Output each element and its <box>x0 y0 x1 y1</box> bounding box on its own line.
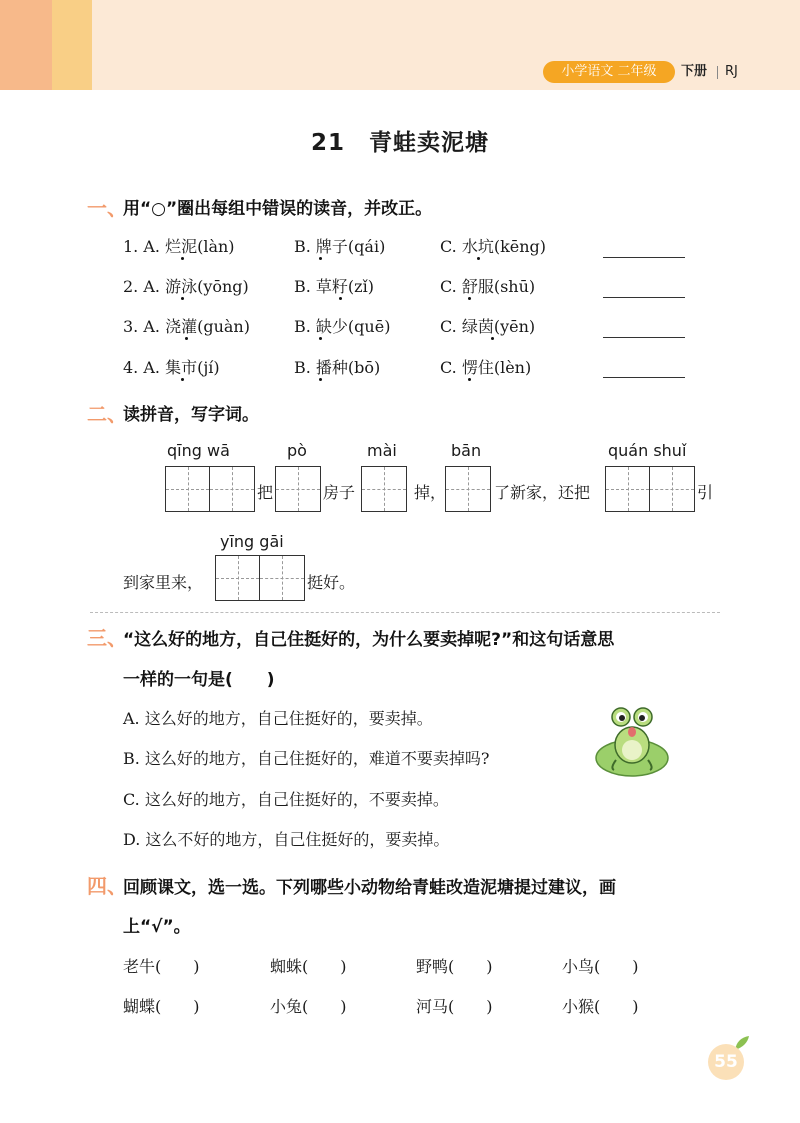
animal-choice[interactable]: 小鸟( ) <box>562 957 639 976</box>
write-box-ban[interactable] <box>445 466 491 512</box>
q1-number: 一、 <box>87 196 127 220</box>
q1-option-b: B. 缺少(quē) <box>294 317 391 336</box>
q1-option-a: 3. A. 浇灌(guàn) <box>123 317 250 336</box>
q1-row-4 <box>123 355 532 378</box>
q1-answer-line-1[interactable] <box>603 257 685 258</box>
q2-prompt: 读拼音，写字词。 <box>123 405 259 425</box>
animal-choice[interactable]: 蝴蝶( ) <box>123 997 200 1016</box>
pinyin-label: bān <box>451 441 482 460</box>
q3-option-b[interactable]: B. 这么好的地方，自己住挺好的，难道不要卖掉吗? <box>123 749 490 768</box>
q1-option-c: C. 水坑(kēng) <box>440 237 547 256</box>
q1-row-2 <box>123 274 536 297</box>
q1-option-b: B. 播种(bō) <box>294 358 381 377</box>
pinyin-label: pò <box>287 441 307 460</box>
sentence-text: 把 <box>257 483 274 502</box>
animal-choice[interactable]: 老牛( ) <box>123 957 200 976</box>
animal-choice[interactable]: 小兔( ) <box>270 997 347 1016</box>
emphasis-dot <box>185 337 188 340</box>
emphasis-dot <box>339 297 342 300</box>
header-divider <box>717 66 718 79</box>
q1-row-3 <box>123 314 536 337</box>
emphasis-dot <box>181 297 184 300</box>
q1-option-b: B. 草籽(zǐ) <box>294 277 374 296</box>
write-box-mai[interactable] <box>361 466 407 512</box>
q1-option-c: C. 舒服(shū) <box>440 277 536 296</box>
q4-prompt-line1: 回顾课文，选一选。下列哪些小动物给青蛙改造泥塘提过建议，画 <box>123 878 616 898</box>
page-title <box>0 124 800 157</box>
pinyin-label: quán shuǐ <box>608 441 687 460</box>
q1-option-c: C. 愣住(lèn) <box>440 358 532 377</box>
book-label: 小学语文 二年级 <box>543 61 675 83</box>
emphasis-dot <box>181 378 184 381</box>
header-stripe-mid <box>52 0 92 90</box>
sentence-text: 房子 <box>323 483 356 502</box>
emphasis-dot <box>319 378 322 381</box>
q3-option-d[interactable]: D. 这么不好的地方，自己住挺好的，要卖掉。 <box>123 830 450 849</box>
write-box-po[interactable] <box>275 466 321 512</box>
q1-option-c: C. 绿茵(yēn) <box>440 317 536 336</box>
emphasis-dot <box>468 378 471 381</box>
q2-number: 二、 <box>87 402 127 426</box>
q1-option-a: 2. A. 游泳(yōng) <box>123 277 249 296</box>
write-box-qingwa[interactable] <box>165 466 255 512</box>
sentence-text: 了新家，还把 <box>494 483 591 502</box>
animal-choice[interactable]: 小猴( ) <box>562 997 639 1016</box>
emphasis-dot <box>477 257 480 260</box>
sentence-text: 到家里来， <box>123 573 204 592</box>
sentence-text: 掉， <box>414 483 447 502</box>
q1-option-a: 4. A. 集市(jí) <box>123 358 220 377</box>
q1-option-a: 1. A. 烂泥(làn) <box>123 237 235 256</box>
q3-prompt-line2: 一样的一句是( ) <box>123 670 275 690</box>
animal-choice[interactable]: 蜘蛛( ) <box>270 957 347 976</box>
write-box-quanshui[interactable] <box>605 466 695 512</box>
book-volume: 下册 <box>681 64 708 79</box>
q3-option-a[interactable]: A. 这么好的地方，自己住挺好的，要卖掉。 <box>123 709 433 728</box>
lesson-number: 21 <box>310 130 345 156</box>
animal-choice[interactable]: 河马( ) <box>416 997 493 1016</box>
emphasis-dot <box>181 257 184 260</box>
q1-answer-line-3[interactable] <box>603 337 685 338</box>
q4-number: 四、 <box>87 874 127 898</box>
q1-option-b: B. 牌子(qái) <box>294 237 386 256</box>
section-divider <box>90 612 720 613</box>
lesson-title: 青蛙卖泥塘 <box>369 130 489 156</box>
header-stripe-left <box>0 0 52 90</box>
emphasis-dot <box>319 257 322 260</box>
header-band <box>0 0 800 90</box>
animal-choice[interactable]: 野鸭( ) <box>416 957 493 976</box>
q3-number: 三、 <box>87 626 127 650</box>
q1-answer-line-4[interactable] <box>603 377 685 378</box>
q1-answer-line-2[interactable] <box>603 297 685 298</box>
pinyin-label: qīng wā <box>167 441 230 460</box>
write-box-yinggai[interactable] <box>215 555 305 601</box>
emphasis-dot <box>468 297 471 300</box>
q1-row-1 <box>123 234 547 257</box>
q1-prompt: 用“○”圈出每组中错误的读音，并改正。 <box>123 199 433 219</box>
pinyin-label: mài <box>367 441 397 460</box>
emphasis-dot <box>491 337 494 340</box>
sentence-text: 挺好。 <box>307 573 356 592</box>
q4-prompt-line2: 上“√”。 <box>123 917 191 937</box>
q3-prompt-line1: “这么好的地方，自己住挺好的，为什么要卖掉呢?”和这句话意思 <box>123 630 615 650</box>
emphasis-dot <box>319 337 322 340</box>
book-version: RJ <box>725 64 738 79</box>
q3-option-c[interactable]: C. 这么好的地方，自己住挺好的，不要卖掉。 <box>123 790 449 809</box>
pinyin-label: yīng gāi <box>220 532 284 551</box>
page-number: 55 <box>708 1044 744 1080</box>
frog-illustration <box>592 700 672 780</box>
sentence-text: 引 <box>697 483 714 502</box>
